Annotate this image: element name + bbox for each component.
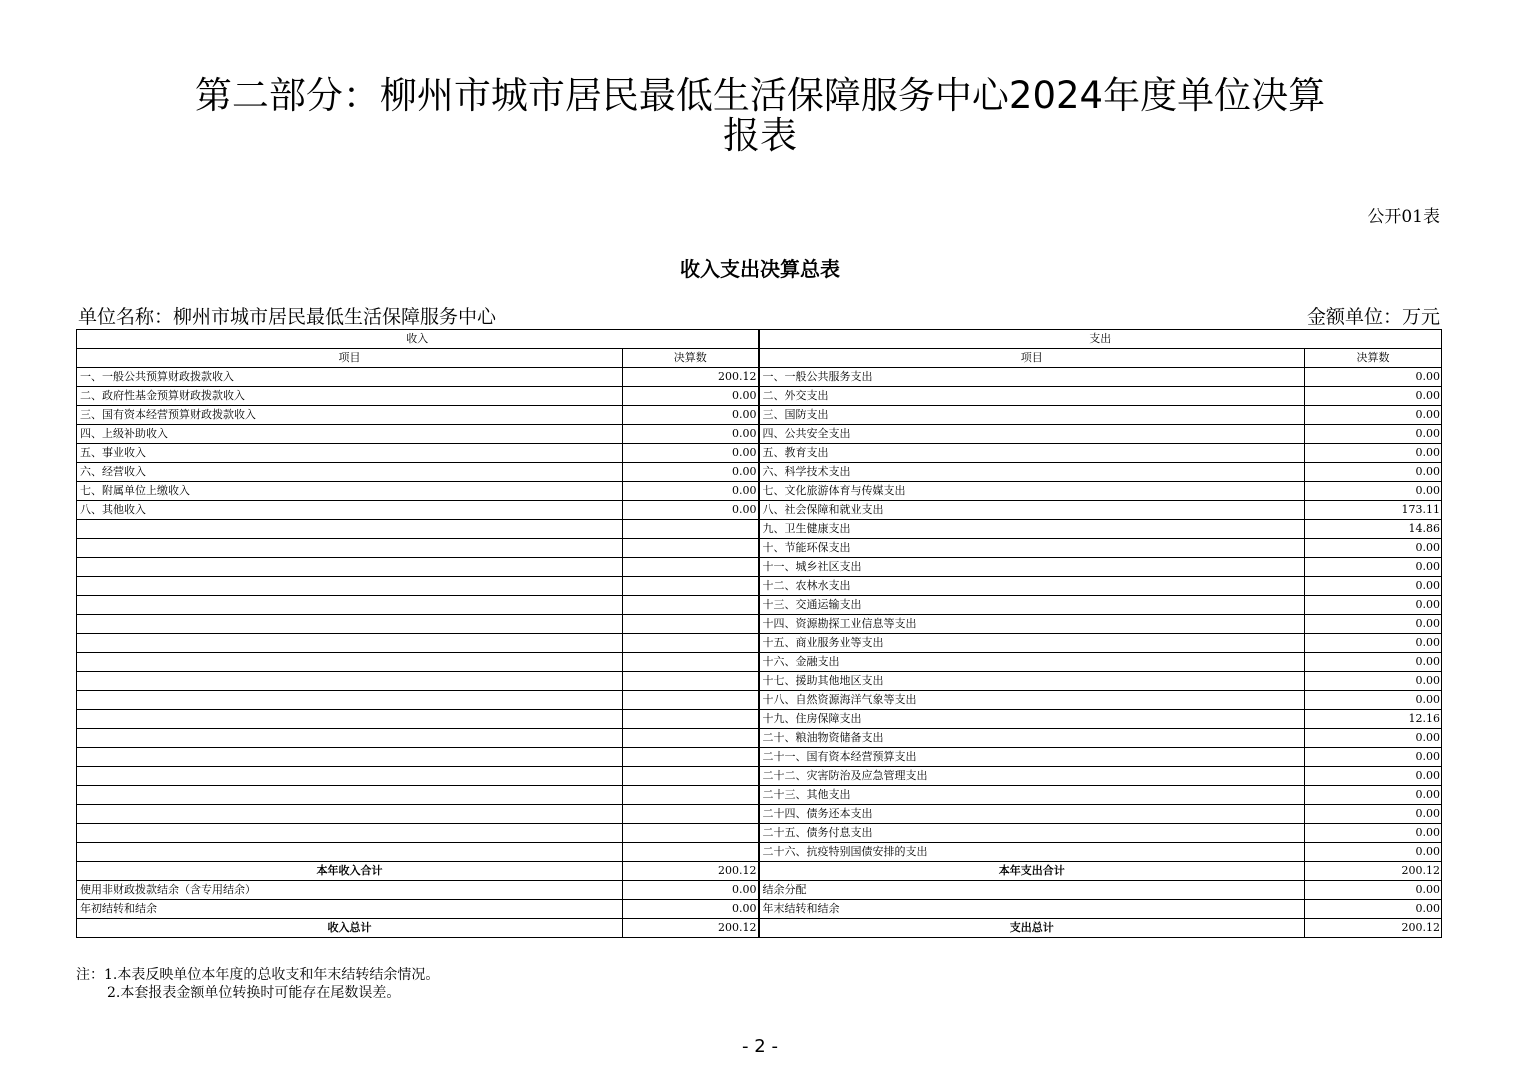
expense-item-cell: 十六、金融支出: [759, 653, 1305, 672]
expense-amount-cell: 0.00: [1305, 653, 1442, 672]
table-row: [77, 805, 1442, 824]
income-amount-cell: 0.00: [623, 444, 759, 463]
subtotal-row: [77, 862, 1442, 881]
income-amount-cell: [623, 539, 759, 558]
expense-item-cell: 十二、农林水支出: [759, 577, 1305, 596]
expense-item-cell: 十、节能环保支出: [759, 539, 1305, 558]
income-amount-cell: [623, 710, 759, 729]
table-row: [77, 824, 1442, 843]
expense-amount-cell: 0.00: [1305, 482, 1442, 501]
expense-item-cell: 十八、自然资源海洋气象等支出: [759, 691, 1305, 710]
income-item-cell: [77, 672, 623, 691]
table-row: [77, 900, 1442, 919]
income-amount-cell: [623, 805, 759, 824]
expense-amount-cell: 0.00: [1305, 786, 1442, 805]
income-amount-cell: 0.00: [623, 425, 759, 444]
expense-item-cell: 十七、援助其他地区支出: [759, 672, 1305, 691]
expense-item-cell: 十三、交通运输支出: [759, 596, 1305, 615]
table-row: [77, 577, 1442, 596]
table-row: [77, 710, 1442, 729]
expense-item-cell: 二、外交支出: [759, 387, 1305, 406]
table-row: [77, 501, 1442, 520]
income-amount-cell: [623, 672, 759, 691]
income-amount-cell: [623, 577, 759, 596]
expense-amount-cell: 0.00: [1305, 824, 1442, 843]
table-row: [77, 444, 1442, 463]
income-amount-cell: [623, 691, 759, 710]
income-item-cell: 一、一般公共预算财政拨款收入: [77, 368, 623, 387]
table-row: [77, 539, 1442, 558]
table-row: [77, 691, 1442, 710]
expense-item-cell: 十五、商业服务业等支出: [759, 634, 1305, 653]
income-item-cell: [77, 520, 623, 539]
income-amount-cell: 0.00: [623, 482, 759, 501]
expense-item-cell: 五、教育支出: [759, 444, 1305, 463]
note-2: 2.本套报表金额单位转换时可能存在尾数误差。: [107, 985, 401, 1001]
notes: [76, 966, 439, 1002]
header-row-columns: [77, 349, 1442, 368]
table-row: [77, 596, 1442, 615]
income-amount-cell: [623, 824, 759, 843]
expense-amount-cell: 0.00: [1305, 615, 1442, 634]
expense-item-cell: 二十六、抗疫特别国债安排的支出: [759, 843, 1305, 862]
income-amount-cell: [623, 843, 759, 862]
income-item-cell: 二、政府性基金预算财政拨款收入: [77, 387, 623, 406]
income-item-cell: 年初结转和结余: [77, 900, 623, 919]
expense-amount-cell: 200.12: [1305, 862, 1442, 881]
table-title: 收入支出决算总表: [680, 257, 840, 281]
expense-amount-cell: 0.00: [1305, 387, 1442, 406]
expense-amount-cell: 0.00: [1305, 805, 1442, 824]
expense-amount-cell: 173.11: [1305, 501, 1442, 520]
income-amount-cell: [623, 615, 759, 634]
table-row: [77, 748, 1442, 767]
expense-item-cell: 二十三、其他支出: [759, 786, 1305, 805]
income-item-cell: 使用非财政拨款结余（含专用结余）: [77, 881, 623, 900]
income-item-cell: 三、国有资本经营预算财政拨款收入: [77, 406, 623, 425]
table-row: [77, 634, 1442, 653]
expense-amount-cell: 200.12: [1305, 919, 1442, 938]
expense-item-cell: 本年支出合计: [759, 862, 1305, 881]
income-item-cell: 七、附属单位上缴收入: [77, 482, 623, 501]
table-row: [77, 653, 1442, 672]
table-row: [77, 558, 1442, 577]
income-expense-table: [76, 329, 1442, 938]
income-item-cell: [77, 767, 623, 786]
expense-item-cell: 二十一、国有资本经营预算支出: [759, 748, 1305, 767]
expense-amount-cell: 12.16: [1305, 710, 1442, 729]
expense-amount-cell: 0.00: [1305, 767, 1442, 786]
income-item-cell: 八、其他收入: [77, 501, 623, 520]
page-title: [0, 76, 1520, 156]
income-amount-cell: [623, 767, 759, 786]
income-item-cell: [77, 577, 623, 596]
expense-amount-cell: 0.00: [1305, 691, 1442, 710]
table-row: [77, 767, 1442, 786]
income-header: 收入: [77, 330, 759, 349]
expense-amount-cell: 0.00: [1305, 558, 1442, 577]
table-row: [77, 786, 1442, 805]
income-amount-cell: [623, 729, 759, 748]
title-line-1: 第二部分：柳州市城市居民最低生活保障服务中心2024年度单位决算: [194, 74, 1326, 117]
expense-item-cell: 六、科学技术支出: [759, 463, 1305, 482]
income-item-cell: 四、上级补助收入: [77, 425, 623, 444]
income-item-cell: 收入总计: [77, 919, 623, 938]
expense-item-cell: 十九、住房保障支出: [759, 710, 1305, 729]
income-amount-cell: [623, 653, 759, 672]
expense-amount-cell: 0.00: [1305, 368, 1442, 387]
income-amount-cell: 0.00: [623, 406, 759, 425]
income-amount-cell: 200.12: [623, 862, 759, 881]
income-item-cell: [77, 615, 623, 634]
table-row: [77, 881, 1442, 900]
table-row: [77, 729, 1442, 748]
amount-unit: 金额单位：万元: [1306, 306, 1440, 328]
expense-amount-cell: 0.00: [1305, 463, 1442, 482]
income-item-cell: [77, 786, 623, 805]
expense-item-header: 项目: [759, 349, 1305, 368]
income-amount-cell: [623, 786, 759, 805]
income-amount-cell: [623, 596, 759, 615]
income-amount-cell: 0.00: [623, 881, 759, 900]
income-item-cell: [77, 824, 623, 843]
expense-item-cell: 八、社会保障和就业支出: [759, 501, 1305, 520]
expense-amount-header: 决算数: [1305, 349, 1442, 368]
expense-item-cell: 二十四、债务还本支出: [759, 805, 1305, 824]
income-item-cell: [77, 691, 623, 710]
form-number: 公开01表: [1367, 207, 1440, 227]
table-row: [77, 615, 1442, 634]
income-amount-cell: 0.00: [623, 501, 759, 520]
income-amount-cell: [623, 520, 759, 539]
income-item-cell: [77, 710, 623, 729]
income-item-cell: 六、经营收入: [77, 463, 623, 482]
income-item-cell: 本年收入合计: [77, 862, 623, 881]
income-amount-cell: 200.12: [623, 368, 759, 387]
income-amount-cell: 200.12: [623, 919, 759, 938]
expense-amount-cell: 0.00: [1305, 539, 1442, 558]
income-item-cell: [77, 748, 623, 767]
table-row: [77, 387, 1442, 406]
income-amount-cell: [623, 634, 759, 653]
unit-name: 单位名称：柳州市城市居民最低生活保障服务中心: [78, 306, 497, 328]
expense-amount-cell: 0.00: [1305, 672, 1442, 691]
expense-amount-cell: 0.00: [1305, 577, 1442, 596]
total-row: [77, 919, 1442, 938]
income-amount-cell: 0.00: [623, 900, 759, 919]
table-row: [77, 425, 1442, 444]
income-amount-cell: [623, 558, 759, 577]
expense-amount-cell: 0.00: [1305, 748, 1442, 767]
table-row: [77, 520, 1442, 539]
expense-item-cell: 九、卫生健康支出: [759, 520, 1305, 539]
expense-item-cell: 十四、资源勘探工业信息等支出: [759, 615, 1305, 634]
table-row: [77, 406, 1442, 425]
note-1: 注：1.本表反映单位本年度的总收支和年末结转结余情况。: [76, 967, 440, 983]
expense-amount-cell: 0.00: [1305, 843, 1442, 862]
income-amount-cell: 0.00: [623, 387, 759, 406]
title-line-2: 报表: [723, 114, 797, 157]
expense-item-cell: 二十五、债务付息支出: [759, 824, 1305, 843]
expense-amount-cell: 0.00: [1305, 881, 1442, 900]
income-amount-cell: 0.00: [623, 463, 759, 482]
expense-header: 支出: [759, 330, 1442, 349]
table-row: [77, 368, 1442, 387]
expense-amount-cell: 0.00: [1305, 425, 1442, 444]
page-number: - 2 -: [742, 1036, 778, 1057]
expense-item-cell: 一、一般公共服务支出: [759, 368, 1305, 387]
header-row-sections: [77, 330, 1442, 349]
expense-item-cell: 三、国防支出: [759, 406, 1305, 425]
income-item-cell: [77, 634, 623, 653]
income-item-cell: [77, 843, 623, 862]
expense-amount-cell: 14.86: [1305, 520, 1442, 539]
expense-item-cell: 支出总计: [759, 919, 1305, 938]
expense-amount-cell: 0.00: [1305, 634, 1442, 653]
expense-amount-cell: 0.00: [1305, 729, 1442, 748]
income-item-cell: [77, 805, 623, 824]
expense-amount-cell: 0.00: [1305, 900, 1442, 919]
expense-item-cell: 七、文化旅游体育与传媒支出: [759, 482, 1305, 501]
expense-item-cell: 二十、粮油物资储备支出: [759, 729, 1305, 748]
table-row: [77, 482, 1442, 501]
income-item-cell: [77, 558, 623, 577]
expense-amount-cell: 0.00: [1305, 596, 1442, 615]
expense-amount-cell: 0.00: [1305, 444, 1442, 463]
income-item-cell: [77, 653, 623, 672]
income-item-cell: [77, 539, 623, 558]
table-row: [77, 463, 1442, 482]
income-amount-header: 决算数: [623, 349, 759, 368]
expense-item-cell: 十一、城乡社区支出: [759, 558, 1305, 577]
expense-item-cell: 四、公共安全支出: [759, 425, 1305, 444]
income-item-cell: [77, 596, 623, 615]
table-row: [77, 843, 1442, 862]
expense-item-cell: 结余分配: [759, 881, 1305, 900]
table-row: [77, 672, 1442, 691]
expense-amount-cell: 0.00: [1305, 406, 1442, 425]
expense-item-cell: 年末结转和结余: [759, 900, 1305, 919]
unit-line: [78, 302, 1440, 329]
expense-item-cell: 二十二、灾害防治及应急管理支出: [759, 767, 1305, 786]
income-item-cell: [77, 729, 623, 748]
income-amount-cell: [623, 748, 759, 767]
income-item-header: 项目: [77, 349, 623, 368]
income-item-cell: 五、事业收入: [77, 444, 623, 463]
